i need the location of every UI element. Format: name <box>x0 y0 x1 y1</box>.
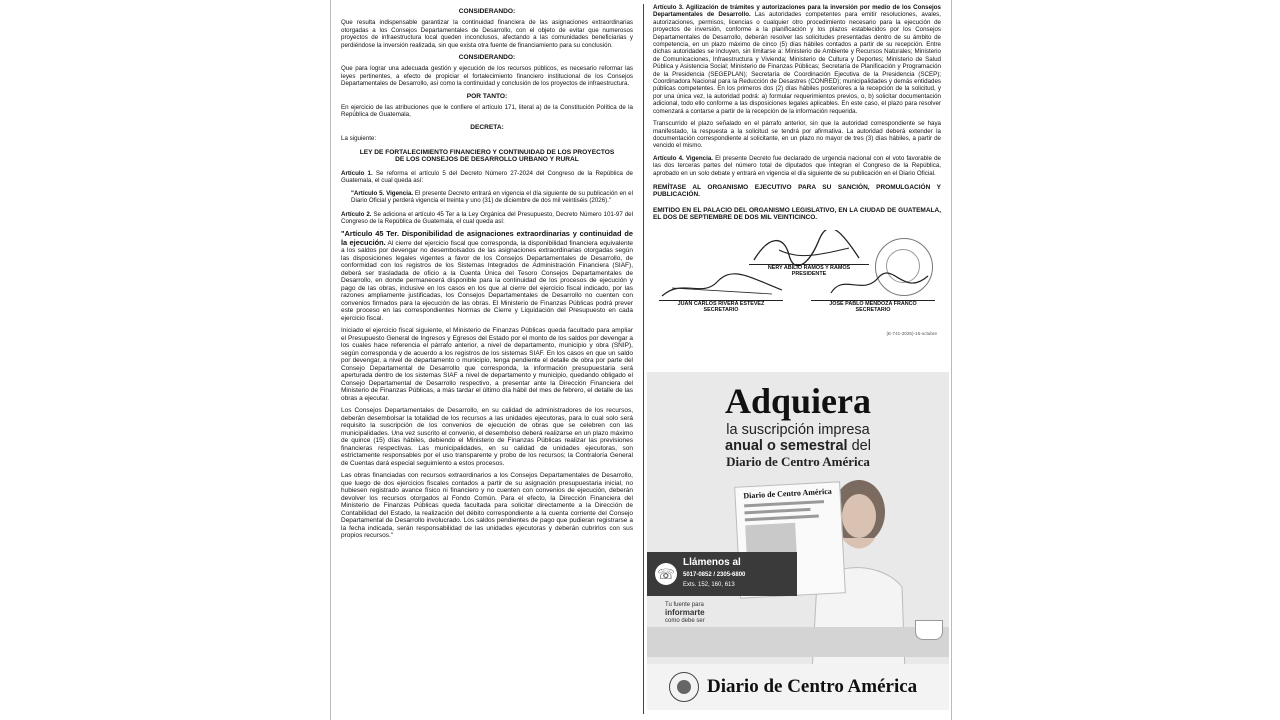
paragraph-considerando-2: Que para lograr una adecuada gestión y ejecución de los recursos públicos, es necesario reformar las leyes pertinentes, a efecto de propiciar el fortalecimiento financiero institucional de los Consejos Departamentales de Desarrollo, así como la continuidad y conclusión de los proyectos de infraestructura. <box>341 65 633 88</box>
article-45-ter <box>341 230 633 540</box>
article-45-ter-p3: Los Consejos Departamentales de Desarrollo, en su calidad de administradores de los recursos, deberán desembolsar la totalidad de los recursos a las unidades ejecutoras, para lo cual solo será requisito la suscripción de los convenios de ejecución de obras que se celebren con las municipalidades. Una vez suscrito el convenio, el desembolso deberá realizarse en un plazo máximo de quince (15) días hábiles, debiendo el Ministerio de Finanzas Públicas realizar las previsiones financieras respectivas. Las municipalidades, en su calidad de unidades ejecutoras, son estrictamente responsables por el uso transparente y probo de los recursos; la Contraloría General de Cuentas dará especial seguimiento a estos procesos. <box>341 407 633 467</box>
secretary-2-name: JOSÉ PABLO MENDOZA FRANCO <box>829 300 917 307</box>
article-3-p1 <box>653 4 941 115</box>
call-extensions: Exts. 152, 160, 613 <box>683 582 735 588</box>
phone-icon: ☏ <box>655 563 677 585</box>
article-4-label: Artículo 4. Vigencia. <box>653 154 713 162</box>
article-3-p1-text: Las autoridades competentes para emitir resoluciones, avales, autorizaciones, permisos, licencias o cualquier otro procedimiento necesario para la ejecución de proyectos de inversión, conforme a la planificación y los plazos establecidos por los Consejos Departamentales de Desarrollo, deberán resolver las solicitudes presentadas dentro de su ámbito de competencia, en un plazo máximo de cinco (5) días hábiles contados a partir de su recepción. Entre dichas autoridades se incluyen, sin limitarse a: Ministerio de Ambiente y Recursos Naturales; Ministerio de Comunicaciones, Infraestructura y Vivienda; Ministerio de Cultura y Deportes; Ministerio de Salud Pública y Asistencia Social; Ministerio de Finanzas Públicas; Secretaría de Planificación y Programación de la Presidencia (SEGEPLAN); Secretaría de Coordinación Ejecutiva de la Presidencia (SCEP); Coordinadora Nacional para la Reducción de Desastres (CONRED); municipalidades y demás entidades públicas competentes. En los primeros dos (2) días hábiles posteriores a la recepción de la solicitud, y por una única vez, la autoridad podrá: a) formular requerimientos previos, o, b) solicitar documentación adicional, todo ello conforme a las disposiciones legales aplicables. En este caso, el plazo para resolver comenzará a contarse a partir de la recepción de la información requerida. <box>653 11 941 115</box>
right-column <box>653 4 941 340</box>
secretary-1-name: JUAN CARLOS RIVERA ESTÉVEZ <box>677 300 765 307</box>
newspaper-prop-line <box>744 508 810 514</box>
column-divider <box>643 4 644 714</box>
heading-por-tanto: POR TANTO: <box>466 92 508 100</box>
call-numbers[interactable]: 5017-0852 / 2305-6800 <box>683 572 746 578</box>
signature-block <box>653 230 941 340</box>
law-title: LEY DE FORTALECIMIENTO FINANCIERO Y CONTINUIDAD DE LOS PROYECTOS DE LOS CONSEJOS DE DESARROLLO URBANO Y RURAL <box>359 148 615 164</box>
article-45-ter-p1-text: Al cierre del ejercicio fiscal que corresponda, la disponibilidad financiera equivalente a los saldos por devengar no desembolsados de las asignaciones extraordinarias otorgadas según las disposiciones legales vigentes a favor de los Consejos Departamentales de Desarrollo, de conformidad con los registros de los Sistemas Integrados de Administración Financiera (SIAF), deberá ser trasladada de oficio a la Cuenta Única del Tesoro Consejos Departamentales de Desarrollo, en donde permanecerá disponible para la continuidad de los procesos de ejecución y pago de las obras, inclusive en los casos en los que al cierre del ejercicio fiscal indicado, por las razones ampliamente justificadas, los Consejos Departamentales de Desarrollo no cuenten con convenios firmados para la ejecución de las obras. El Ministerio de Finanzas Públicas podrá prever este proceso en las correspondientes Normas de Cierre y Liquidación del Presupuesto en cada ejercicio fiscal. <box>341 239 633 322</box>
heading-considerando-1: CONSIDERANDO: <box>458 8 516 15</box>
ad-line-2-rest: del <box>847 438 871 454</box>
call-box[interactable] <box>647 552 797 596</box>
ad-line-1: la suscripción impresa <box>726 422 870 438</box>
coffee-cup-icon <box>915 620 943 640</box>
brand-logo: Diario de Centro América <box>707 676 918 697</box>
ad-footer <box>647 664 949 710</box>
paragraph-la-siguiente: La siguiente: <box>341 135 377 143</box>
article-3-label: Artículo 3. Agilización de trámites y autorizaciones para la inversión por medio de los Consejos Departamentales de Desarrollo. <box>653 4 941 19</box>
slogan-main: informarte <box>665 608 705 617</box>
article-4-text: El presente Decreto fue declarado de urgencia nacional con el voto favorable de las dos terceras partes del número total de diputados que integran el Congreso de la República, aprobado en un solo debate y entrará en vigencia el día siguiente de su publicación en el Diario Oficial. <box>653 154 941 177</box>
secretary-1-role: SECRETARIO <box>703 306 739 313</box>
article-1-text: Se reforma el artículo 5 del Decreto Número 27-2024 del Congreso de la República de Guatemala, el cual queda así: <box>341 169 633 185</box>
paragraph-considerando-1: Que resulta indispensable garantizar la continuidad financiera de las asignaciones extraordinarias otorgadas a los Consejos Departamentales de Desarrollo, con el objeto de evitar que numerosos proyectos de infraestructura local queden inconclusos, afectando a las comunidades beneficiarias y perdiéndose la inversión realizada, sin que exista otra fuente de financiamiento para su conclusión. <box>341 19 633 49</box>
article-1-label: Artículo 1. <box>341 169 373 177</box>
left-column <box>341 4 633 545</box>
remit-statement: REMÍTASE AL ORGANISMO EJECUTIVO PARA SU SANCIÓN, PROMULGACIÓN Y PUBLICACIÓN. <box>653 183 941 199</box>
article-45-ter-label: "Artículo 45 Ter. Disponibilidad de asignaciones extraordinarias y continuidad de la ejecución. <box>341 229 633 247</box>
article-2 <box>341 211 633 226</box>
heading-decreta: DECRETA: <box>470 123 504 131</box>
newspaper-page <box>330 0 952 720</box>
article-45-ter-p4: Las obras financiadas con recursos extraordinarios a los Consejos Departamentales de Desarrollo, que luego de dos ejercicios fiscales contados a partir de su asignación presupuestaria inicial, no hubiesen registrado avance físico ni financiero y no cuenten con convenios de ejecución, deberán devolver los recursos otorgados al Fondo Común. Para el efecto, la Dirección Financiera del Ministerio de Finanzas Públicas queda facultada para solicitar directamente a la Dirección de Contabilidad del Estado, la realización del débito correspondiente a la cuenta corriente del Consejo Departamental de Desarrollo involucrado. Los saldos pendientes de pago que pudieran registrarse a la fecha indicada, serán responsabilidad de las unidades ejecutoras y deberán cubrirlos con sus propios recursos." <box>341 472 633 540</box>
ad-line-3: Diario de Centro América <box>726 454 870 469</box>
emitido-statement: EMITIDO EN EL PALACIO DEL ORGANISMO LEGISLATIVO, EN LA CIUDAD DE GUATEMALA, EL DOS DE SEPTIEMBRE DE DOS MIL VEINTICINCO. <box>653 206 941 222</box>
publication-reference: (E-741-2025)-16-octubre <box>886 330 937 336</box>
signature-secretary-1 <box>659 301 783 313</box>
article-3-p2: Transcurrido el plazo señalado en el párrafo anterior, sin que la autoridad correspondiente se haya manifestado, la respuesta a la solicitud se tendrá por afirmativa. La autoridad deberá extender la documentación correspondiente al solicitante, en un plazo no mayor de tres (3) días hábiles, a partir de vencido el mismo. <box>653 120 941 150</box>
signature-secretary-1-icon <box>657 268 787 304</box>
newspaper-prop-head: Diario de Centro América <box>743 486 832 501</box>
president-role: PRESIDENTE <box>791 270 827 277</box>
slogan-post: como debe ser <box>665 618 705 624</box>
ad-line-2-bold: anual o semestral <box>725 438 848 454</box>
ad-title: Adquiera <box>724 381 872 421</box>
subscription-advertisement[interactable] <box>647 372 949 710</box>
article-5-label: "Artículo 5. Vigencia. <box>351 189 414 197</box>
article-4 <box>653 155 941 177</box>
ad-line-2 <box>647 438 949 454</box>
article-1 <box>341 170 633 185</box>
secretary-2-role: SECRETARIO <box>855 306 891 313</box>
newspaper-prop-line <box>744 500 824 507</box>
article-45-ter-p2: Iniciado el ejercicio fiscal siguiente, el Ministerio de Finanzas Públicas queda facultado para ampliar el Presupuesto General de Ingresos y Egresos del Estado por el monto de los saldos por devengar a los cuales hace referencia el párrafo anterior, a nivel de departamento, municipio y obra (SNIP), según corresponda y de acuerdo a los registros de los sistemas SIAF. En los casos en que un saldo por devengar, a nivel de departamento o municipio, tenga pendiente el detalle de obra por parte del Consejo Departamental de Desarrollo que corresponda, la información presupuestaria será aperturada dentro de los sistemas SIAF a nivel de departamento y municipio, quedando obligado el Consejo Departamental de Desarrollo respectivo, a presentar ante la Dirección Financiera del Ministerio de Finanzas Públicas, a más tardar el último día hábil del mes de febrero, el detalle de las obras a ejecutar. <box>341 327 633 402</box>
president-name: NERY ABILIO RAMOS Y RAMOS <box>767 264 851 271</box>
slogan <box>665 602 705 625</box>
newspaper-prop-line <box>745 514 819 521</box>
table-surface <box>647 627 949 657</box>
paragraph-por-tanto: En ejercicio de las atribuciones que le confiere el artículo 171, literal a) de la Constitución Política de la República de Guatemala, <box>341 104 633 119</box>
signature-secretary-2 <box>811 301 935 313</box>
newspaper-prop-photo <box>745 523 797 556</box>
slogan-pre: Tu fuente para <box>665 602 704 608</box>
article-2-text: Se adiciona el artículo 45 Ter a la Ley Orgánica del Presupuesto, Decreto Número 101-97 del Congreso de la República de Guatemala, el cual queda así: <box>341 210 633 225</box>
heading-considerando-2: CONSIDERANDO: <box>458 54 516 62</box>
article-5-text: El presente Decreto entrará en vigencia el día siguiente de su publicación en el Diario Oficial y perderá vigencia el treinta y uno (31) de diciembre de dos mil veintiséis (2026)." <box>351 189 633 205</box>
guatemala-crest-icon <box>669 672 699 702</box>
signature-secretary-2-icon <box>823 268 933 304</box>
article-45-ter-p1 <box>341 230 633 322</box>
article-5-quote <box>351 190 633 205</box>
call-title: Llámenos al <box>683 557 741 568</box>
article-2-label: Artículo 2. <box>341 210 372 218</box>
